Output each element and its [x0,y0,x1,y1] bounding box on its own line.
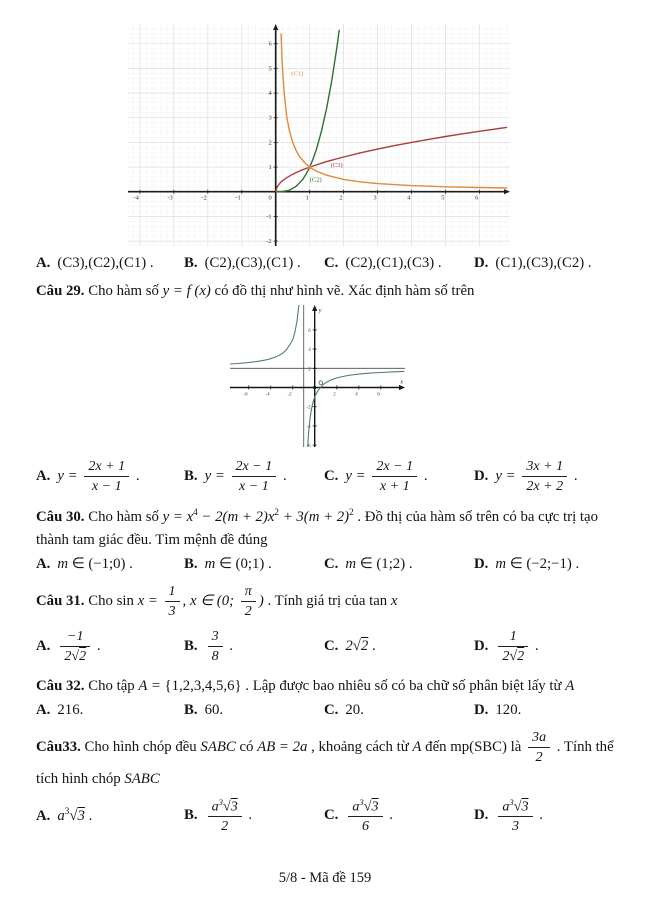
question-29-text [36,280,632,303]
option-A [36,702,184,719]
text-run: . Tính giá trị của tan [263,593,391,610]
polygon [273,24,278,30]
option-content [495,255,591,271]
math-run: 2 [244,603,252,620]
square-root [223,798,238,814]
superscript: 4 [193,506,198,517]
fraction [498,628,528,665]
question-32-options-row [36,702,644,719]
math-run: 2 [502,648,510,665]
option-C [324,795,474,837]
text-run: . [570,467,578,484]
math-run: + 3(m + 2) [279,508,350,525]
y-tick-label: -2 [266,238,272,246]
option-D [474,255,644,272]
text-run: (C1),(C3),(C2) . [495,255,592,271]
math-run: 2 [535,748,543,765]
x-tick-label: -4 [133,194,139,202]
fraction [522,458,567,495]
option-D [474,456,644,497]
math-run: ) [258,593,264,610]
option-content [205,628,234,665]
math-run: A [412,738,422,755]
option-D [474,795,644,837]
math-run: m [204,556,216,573]
text-run: ∈ (0;1) . [215,556,272,573]
option-label: C. [324,467,339,484]
fraction [348,797,382,835]
x-axis-label: x [400,379,403,386]
question-31-text [36,581,632,622]
radical-sign: √ [71,648,80,665]
option-D [474,555,644,573]
option-B [184,702,324,719]
question-28-options-row [36,255,644,272]
radicand: 3 [77,808,85,825]
radicand: 2 [79,648,87,665]
math-run: 1 [509,628,517,645]
option-content [345,255,441,271]
option-content [495,796,543,835]
fraction-denominator [498,817,532,835]
text-run: . [279,467,287,484]
fraction-denominator [498,647,528,665]
text-run: (C3),(C2),(C1) . [57,255,154,271]
radical-sign: √ [363,798,372,815]
option-label: D. [474,255,489,271]
figure-power-curves [128,24,650,251]
math-run: x [390,593,398,610]
math-run: 2 [345,638,353,655]
text-run: . [244,807,253,824]
radical-sign: √ [513,798,522,815]
text-run: ∈ (−2;−1) . [506,556,580,573]
text-run: . [535,807,543,824]
math-run: x + 1 [379,477,410,494]
square-root [509,648,524,664]
option-C [324,555,474,573]
tick-labels [244,308,404,447]
text-run: , khoảng cách từ [307,738,413,755]
option-content [57,457,140,494]
square-root [514,798,529,814]
text-run: (C2),(C3),(C1) . [204,255,301,271]
polygon [504,189,510,194]
option-content [57,808,92,824]
math-run: 2 [221,818,229,835]
math-run: 2x − 1 [235,457,273,474]
x-tick-label: 6 [475,194,479,202]
question-32-text [36,675,632,698]
text-run: . Tính thể tích hình chóp [36,738,614,787]
text-run: Cho hình chóp đều [80,738,201,755]
bold-run: Câu 29. [36,283,85,299]
y-tick-label: 4 [308,348,311,354]
option-C [324,702,474,719]
x-tick-label: 3 [373,194,377,202]
superscript: 2 [349,506,354,517]
text-run: 20. [345,701,364,718]
y-tick-label: 6 [268,40,272,48]
math-run: x − 1 [91,477,122,494]
square-root [71,648,86,664]
option-content [57,702,83,718]
text-run: . [385,807,393,824]
option-C [324,456,474,497]
fraction-numerator [498,628,528,647]
question-30-text [36,505,632,552]
text-run: . Đồ thị của hàm số trên có ba cực trị tạo thành tam giác đều. Tìm mệnh đề đúng [36,508,598,548]
fraction-denominator [241,602,256,620]
option-content [495,702,521,718]
y-tick-label: 4 [268,90,272,98]
math-run: y = x [162,508,194,525]
option-B [184,795,324,837]
option-C [324,638,474,655]
radicand: 3 [521,798,529,815]
x-tick-label: 5 [441,194,445,202]
fraction-numerator [84,458,129,477]
fraction-numerator [528,729,550,748]
option-content [495,628,539,665]
x-tick-label: 2 [333,392,336,398]
option-content [345,796,393,835]
radicand: 3 [371,798,379,815]
math-run: a [211,798,219,815]
text-run: . [132,467,140,484]
math-run: 3 [211,628,219,645]
text-run: . [420,467,428,484]
option-D [474,702,644,719]
math-run: 3 [168,603,176,620]
text-run: 60. [204,701,224,718]
text-run: Cho hàm số [84,508,163,525]
math-run: y = f (x) [162,283,211,299]
fraction-denominator [165,602,180,620]
option-label: D. [474,556,489,573]
option-label: C. [324,701,339,718]
text-run: có đồ thị như hình vẽ. Xác định hàm số trên [210,283,475,299]
option-label: A. [36,556,51,573]
fraction-denominator [522,477,567,495]
superscript: 3 [218,796,223,807]
option-label: A. [36,255,51,271]
x-tick-label: 4 [355,392,358,398]
option-content [57,255,153,271]
text-run: Cho sin [84,593,138,610]
radicand: 2 [360,638,369,655]
option-label: C. [324,255,339,271]
fraction [498,797,532,835]
math-run: π [244,583,252,600]
option-label: A. [36,808,51,825]
math-run: y = [57,467,82,484]
x-tick-label: 1 [305,194,309,202]
fraction-numerator [522,458,567,477]
option-content [495,457,578,494]
x-tick-label: -2 [201,194,207,202]
math-run: 6 [361,818,369,835]
superscript: 3 [359,796,364,807]
option-content [205,796,253,835]
x-tick-label: -4 [265,392,270,398]
math-run: a [57,808,65,825]
math-run: 2x − 1 [376,457,414,474]
math-run: y = [495,467,520,484]
math-run: −1 [67,628,84,645]
text-run: . [368,638,376,655]
option-label: C. [324,807,339,824]
math-run: m [57,556,69,573]
y-tick-label: -2 [306,405,311,411]
fraction-denominator [372,477,417,495]
option-label: D. [474,807,489,824]
rational-function-chart [230,305,405,447]
fraction-denominator [232,477,277,495]
math-run: 3 [511,818,519,835]
option-A [36,255,184,272]
x-tick-label: -6 [243,392,248,398]
y-tick-label: 1 [268,164,272,172]
text-run: đến mp(SBC) là [421,738,526,755]
x-tick-label: 2 [339,194,343,202]
math-run: 2x + 1 [88,457,126,474]
y-tick-label: -1 [266,213,272,221]
y-tick-label: 2 [268,139,272,147]
math-run: y = [345,467,370,484]
option-label: A. [36,637,51,654]
fraction-numerator [498,797,532,818]
y-tick-label: 5 [268,65,272,73]
math-run: SABC [200,738,236,755]
x-tick-label: 6 [377,392,380,398]
option-A [36,555,184,573]
option-label: A. [36,701,51,718]
fraction [372,458,417,495]
math-run: 1 [168,583,176,600]
fraction-denominator [84,477,129,495]
y-axis-label: y [318,307,322,314]
math-run: x = [137,593,162,610]
fraction-numerator [165,583,180,602]
math-run: − 2(m + 2)x [197,508,275,525]
math-run: m [345,556,357,573]
option-label: B. [184,701,198,718]
fraction-numerator [241,583,256,602]
fraction [84,458,129,495]
page-footer: 5/8 - Mã đề 159 [278,870,372,886]
question-30-options-row [36,555,644,573]
bold-run: Câu33. [36,738,81,755]
option-label: C. [324,638,339,655]
fraction [241,583,256,620]
option-content [57,556,132,572]
option-B [184,456,324,497]
option-label: D. [474,701,489,718]
question-33-options-row [36,795,644,837]
radical-sign: √ [352,638,361,655]
math-run: x − 1 [239,477,269,494]
tick-labels [133,41,479,245]
option-label: C. [324,556,339,573]
curve-label-(C1): (C1) [291,70,304,78]
x-tick-label: -2 [287,392,292,398]
bold-run: Câu 32. [36,677,85,694]
fraction [208,797,242,835]
option-label: B. [184,467,198,484]
superscript: 2 [274,506,279,517]
curve-right-branch [308,371,404,447]
y-tick-label: 2 [308,367,311,373]
math-run: , x ∈ (0; [182,593,238,610]
text-run: . [531,637,539,654]
y-tick-label: -4 [306,424,311,430]
curve-label-(C2): (C2) [309,176,322,184]
math-run: a [352,798,360,815]
option-content [345,457,428,494]
point-marker [308,165,312,169]
fraction [165,583,180,620]
superscript: 3 [64,806,70,817]
math-run: 8 [211,648,219,665]
radical-sign: √ [69,808,78,825]
point-marker [319,381,323,385]
curve-left-branch [230,305,299,364]
superscript: 3 [509,796,514,807]
fraction-denominator [348,817,382,835]
option-B [184,555,324,573]
text-run: {1,2,3,4,5,6} . Lập được bao nhiêu số có ba chữ số phân biệt lấy từ [164,677,566,694]
square-root [353,638,369,654]
option-content [495,556,579,572]
question-33-text [36,727,632,791]
math-run: SABC [124,770,160,787]
option-label: D. [474,637,489,654]
y-tick-label: -6 [306,444,311,447]
y-tick-label: 6 [308,328,311,334]
curve-label-(C3): (C3) [330,162,343,170]
fraction [528,729,550,766]
math-run: 2 [64,648,72,665]
fraction-numerator [208,797,242,818]
option-label: B. [184,255,198,271]
square-root [364,798,379,814]
math-run: 3x + 1 [526,457,564,474]
option-label: B. [184,807,198,824]
fraction-numerator [348,797,382,818]
bold-run: Câu 31. [36,593,85,610]
radicand: 2 [517,648,525,665]
option-A [36,806,184,825]
math-run: AB = 2a [257,738,308,755]
option-content [205,702,224,718]
figure-rational-graph [230,305,650,452]
fraction-numerator [208,628,223,647]
text-run: Cho hàm số [84,283,163,299]
fraction-denominator [528,748,550,766]
text-run: Cho tập [84,677,139,694]
math-run: a [502,798,510,815]
fraction-denominator [208,817,242,835]
option-content [205,556,272,572]
fraction [232,458,277,495]
fraction-numerator [232,458,277,477]
y-tick-label: 3 [268,114,272,122]
radical-sign: √ [222,798,231,815]
text-run: 120. [495,701,522,718]
question-31-options-row [36,626,644,667]
point-marker [313,386,316,389]
option-A [36,626,184,667]
math-run: 3a [532,728,547,745]
option-B [184,255,324,272]
fraction-denominator [60,647,90,665]
radical-sign: √ [509,648,518,665]
text-run: . [93,637,101,654]
option-content [57,628,101,665]
x-tick-label: 4 [407,194,411,202]
radicand: 3 [230,798,238,815]
option-label: B. [184,637,198,654]
fraction [60,628,90,665]
polygon [312,305,317,311]
power-curves-chart [128,24,510,246]
option-label: A. [36,467,51,484]
math-run: A [565,677,575,694]
option-A [36,456,184,497]
text-run: ∈ (1;2) . [356,556,413,573]
square-root [69,808,85,824]
question-29-options-row [36,456,644,497]
text-run: 216. [57,701,84,718]
x-tick-label: -1 [235,194,241,202]
text-run: (C2),(C1),(C3) . [345,255,442,271]
x-tick-label: -3 [167,194,173,202]
option-label: D. [474,467,489,484]
option-D [474,626,644,667]
polygon [399,385,405,390]
option-content [345,702,364,718]
fraction-denominator [208,647,223,665]
fraction [208,628,223,665]
axes [230,305,405,447]
bold-run: Câu 30. [36,508,85,525]
text-run: . [84,808,93,825]
text-run: ∈ (−1;0) . [68,556,133,573]
origin-label: 0 [268,194,272,202]
math-run: A = [138,677,165,694]
text-run: . [225,637,234,654]
text-run: có [235,738,258,755]
math-run: y = [204,467,229,484]
option-label: B. [184,556,198,573]
fraction-numerator [372,458,417,477]
option-C [324,255,474,272]
fraction-numerator [60,628,90,647]
option-content [345,556,412,572]
option-content [345,638,375,654]
option-B [184,626,324,667]
math-run: 2x + 2 [526,477,564,494]
option-content [204,457,287,494]
option-content [205,255,301,271]
math-run: m [495,556,507,573]
